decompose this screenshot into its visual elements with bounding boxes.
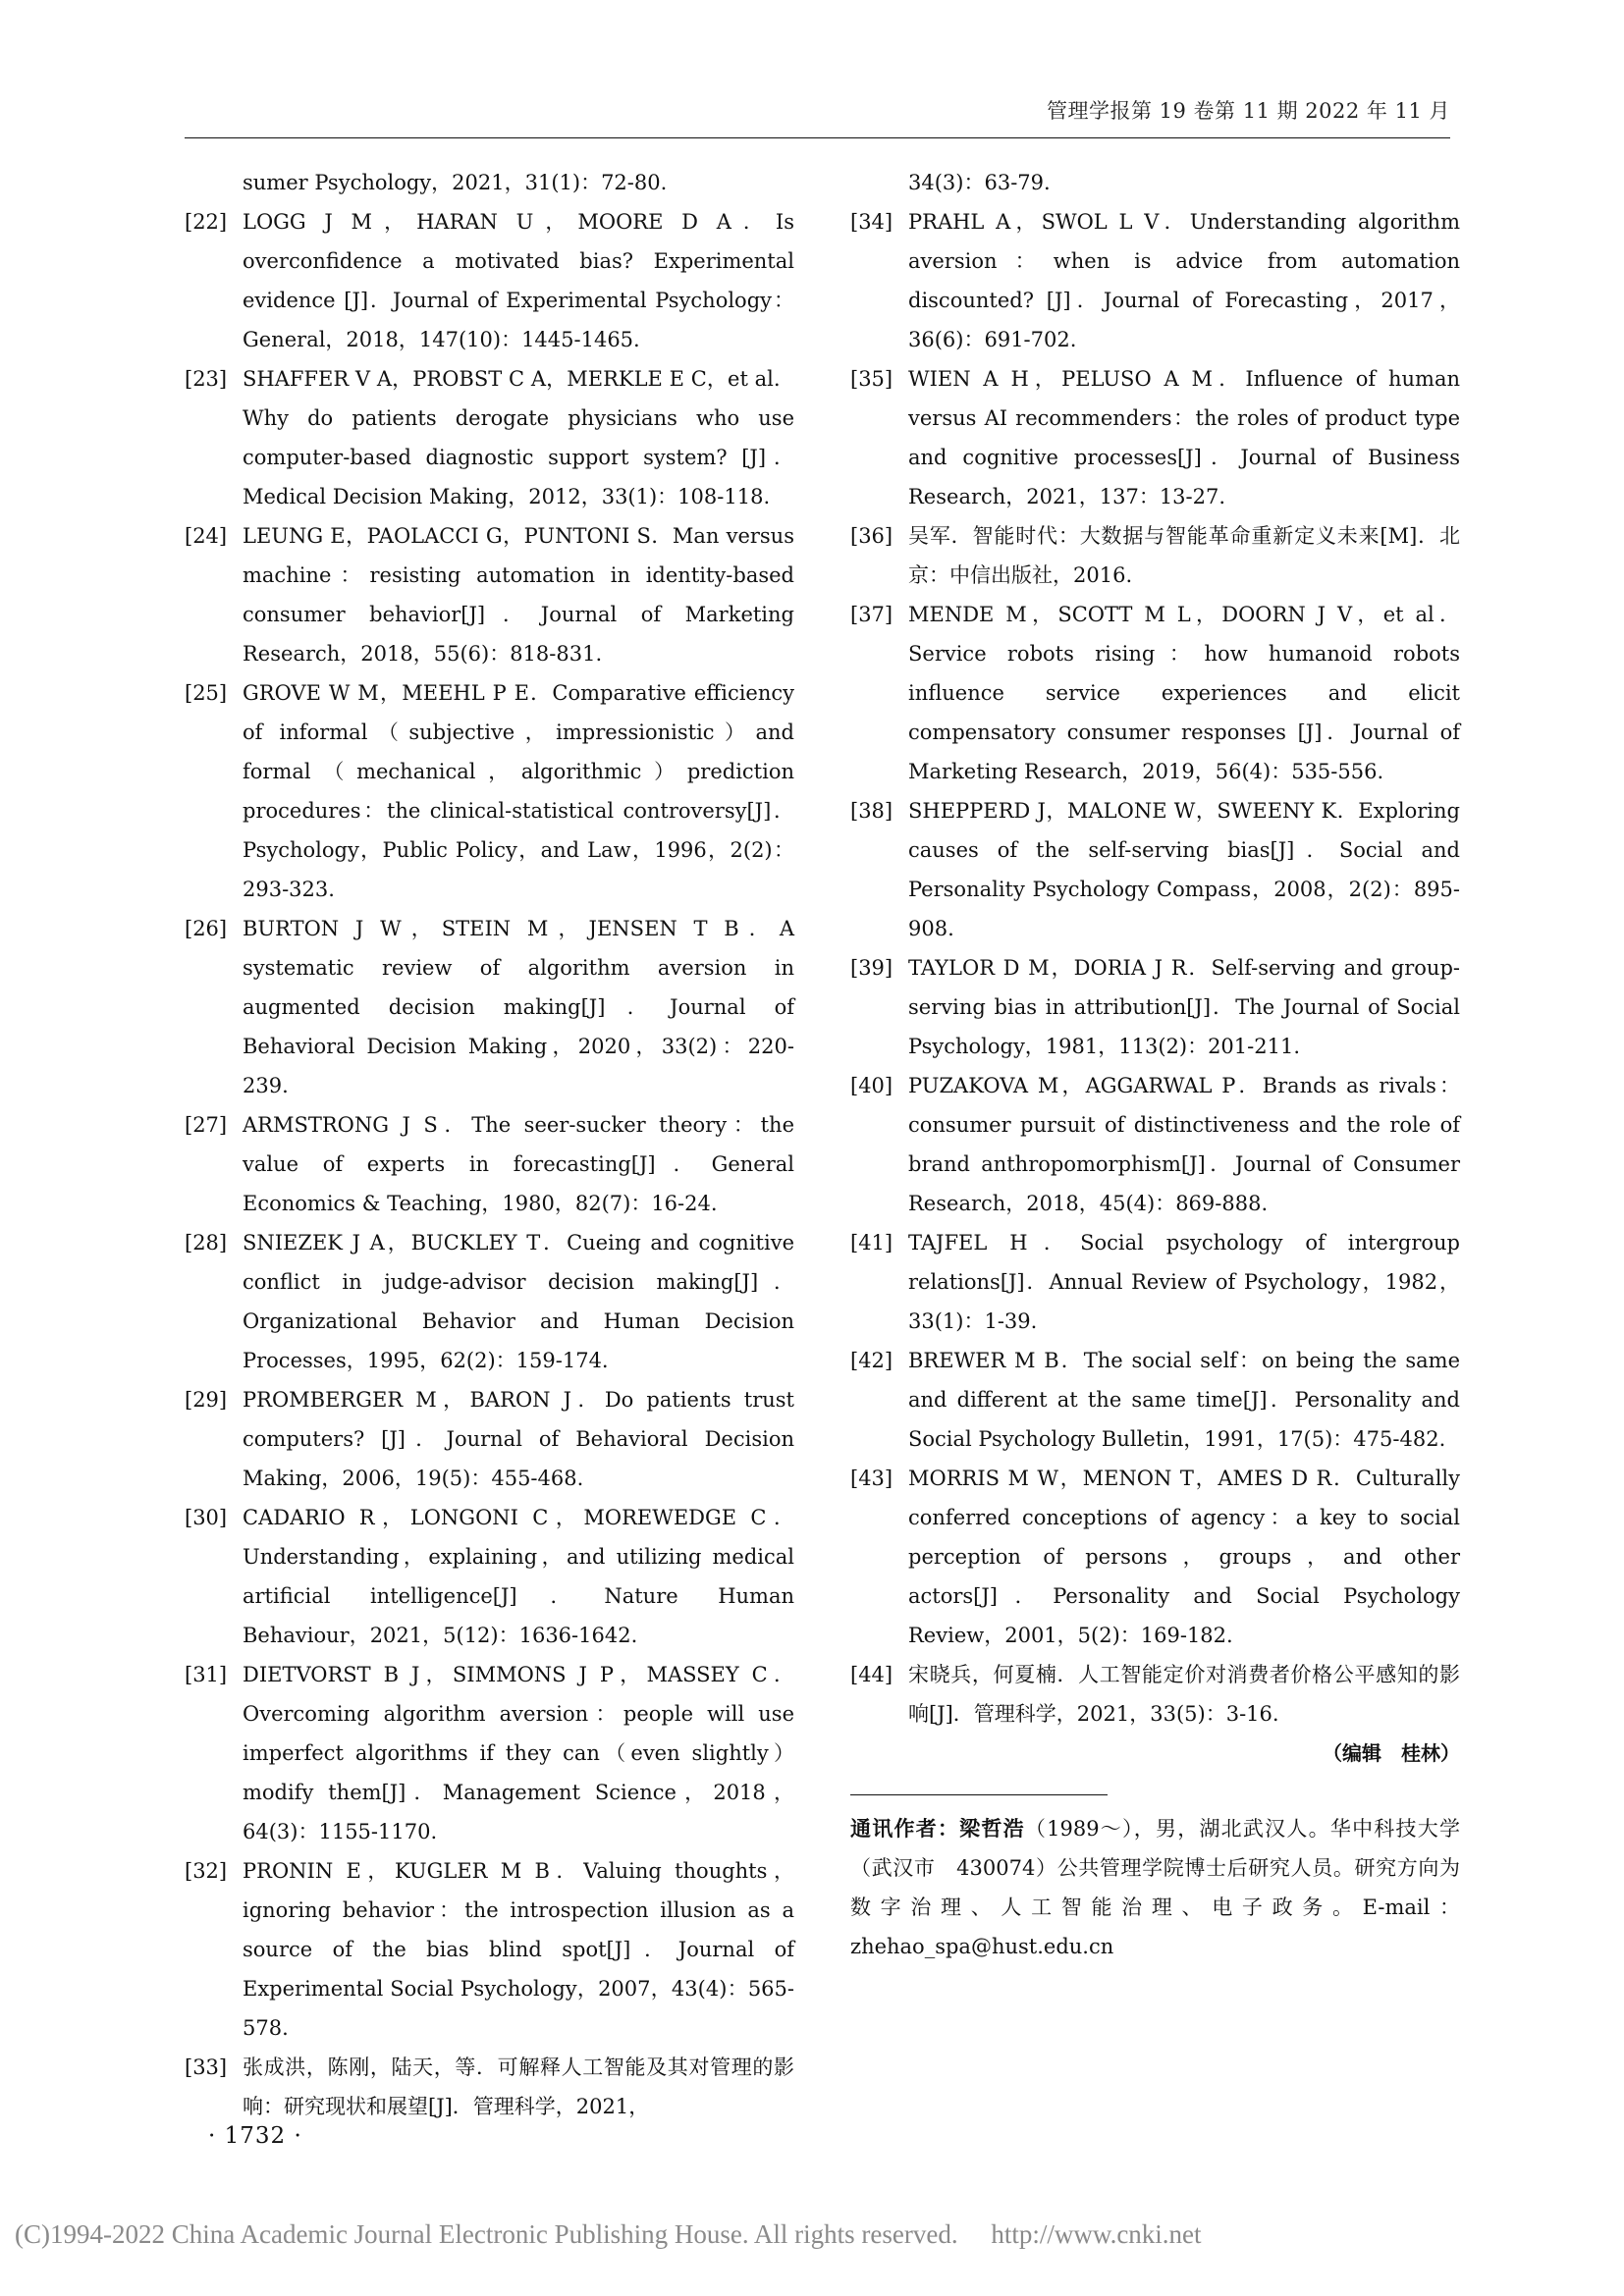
reference-number: [42] [850,1349,893,1372]
reference-number: [35] [850,367,893,391]
reference-entry [185,909,794,1105]
reference-entry [185,2048,794,2126]
editor-credit: （编辑 桂林） [1323,1741,1460,1765]
reference-text: MENDE M，SCOTT M L，DOORN J V，et al．Service robots rising：how humanoid robots influence service experiences and elicit compensatory consumer responses [J]．Journal of Marketing Research，2019，56(4)：535-556. [908,603,1460,783]
reference-text: SHEPPERD J，MALONE W，SWEENY K．Exploring causes of the self-serving bias[J]．Social and Personality Psychology Compass，2008，2(2)：895-908. [908,799,1460,940]
running-header: 管理学报第 19 卷第 11 期 2022 年 11 月 [1046,99,1450,123]
reference-text: MORRIS M W，MENON T，AMES D R．Culturally conferred conceptions of agency：a key to social perception of persons，groups，and other actors[J]．Personality and Social Psychology Review，2001，5(2)：169-182. [908,1467,1460,1647]
reference-entry [850,359,1460,516]
reference-list-left [185,202,794,2126]
reference-entry [185,673,794,909]
reference-number: [37] [850,603,893,626]
right-column [850,163,1460,1966]
reference-text: PUZAKOVA M，AGGARWAL P．Brands as rivals：consumer pursuit of distinctiveness and the role of brand anthropomorphism[J]．Journal of Consumer Research，2018，45(4)：869-888. [908,1074,1460,1215]
reference-entry [850,1341,1460,1459]
reference-entry [185,1223,794,1380]
reference-text: PRONIN E，KUGLER M B．Valuing thoughts，ignoring behavior：the introspection illusion as a source of the bias blind spot[J]．Journal of Experimental Social Psychology，2007，43(4)：565-578. [243,1859,794,2040]
reference-entry [185,1380,794,1498]
reference-text: DIETVORST B J，SIMMONS J P，MASSEY C．Overcoming algorithm aversion：people will use imperfect algorithms if they can（even slightly）modify them[J]．Management Science，2018，64(3)：1155-1170. [243,1663,794,1843]
reference-entry [185,1105,794,1223]
reference-text: BURTON J W，STEIN M，JENSEN T B．A systematic review of algorithm aversion in augmented decision making[J]．Journal of Behavioral Decision Making，2020，33(2)：220-239. [243,917,794,1097]
reference-text: LEUNG E，PAOLACCI G，PUNTONI S．Man versus machine：resisting automation in identity-based consumer behavior[J]．Journal of Marketing Research，2018，55(6)：818-831. [243,524,794,666]
reference-number: [32] [185,1859,228,1883]
reference-continuation: sumer Psychology，2021，31(1)：72-80. [243,171,668,194]
reference-number: [41] [850,1231,893,1255]
reference-continuation: 34(3)：63-79. [908,171,1051,194]
left-column [185,163,794,2126]
reference-text: 张成洪，陈刚，陆天，等．可解释人工智能及其对管理的影响：研究现状和展望[J]．管理科学，2021， [243,2056,794,2118]
reference-number: [36] [850,524,893,548]
reference-text: ARMSTRONG J S．The seer-sucker theory：the value of experts in forecasting[J]．General Economics & Teaching，1980，82(7)：16-24. [243,1113,794,1215]
reference-text: CADARIO R，LONGONI C，MOREWEDGE C．Understanding，explaining，and utilizing medical artificial intelligence[J]．Nature Human Behaviour，2021，5(12)：1636-1642. [243,1506,794,1647]
reference-entry [850,202,1460,359]
reference-entry [185,516,794,673]
reference-number: [31] [185,1663,228,1686]
reference-entry [850,791,1460,948]
reference-number: [33] [185,2056,228,2079]
reference-entry [185,1498,794,1655]
page-number: · 1732 · [208,2123,302,2149]
reference-entry [185,1655,794,1851]
footnote-divider [850,1794,1108,1795]
reference-number: [39] [850,956,893,980]
reference-text: WIEN A H，PELUSO A M．Influence of human versus AI recommenders：the roles of product type and cognitive processes[J]．Journal of Business Research，2021，137：13-27. [908,367,1460,508]
reference-text: SNIEZEK J A，BUCKLEY T．Cueing and cognitive conflict in judge-advisor decision making[J]．Organizational Behavior and Human Decision Processes，1995，62(2)：159-174. [243,1231,794,1372]
reference-number: [43] [850,1467,893,1490]
reference-number: [30] [185,1506,228,1529]
reference-entry [850,516,1460,595]
copyright-notice: (C)1994-2022 China Academic Journal Electronic Publishing House. All rights reserved. http://www.cnki.net [15,2219,1202,2249]
reference-number: [27] [185,1113,228,1137]
reference-number: [29] [185,1388,228,1412]
author-note-label: 通讯作者：梁哲浩 [850,1817,1025,1841]
reference-list-right [850,202,1460,1734]
reference-text: PRAHL A，SWOL L V．Understanding algorithm aversion：when is advice from automation discounted? [J]．Journal of Forecasting，2017，36(6)：691-702. [908,210,1460,351]
reference-entry [850,948,1460,1066]
reference-text: SHAFFER V A，PROBST C A，MERKLE E C，et al．Why do patients derogate physicians who use computer-based diagnostic support system? [J]．Medical Decision Making，2012，33(1)：108-118. [243,367,794,508]
header-divider [185,137,1450,138]
reference-text: GROVE W M，MEEHL P E．Comparative efficiency of informal（subjective，impressionistic）and formal（mechanical，algorithmic）prediction procedures：the clinical-statistical controversy[J]．Psychology，Public Policy，and Law，1996，2(2)：293-323. [243,681,794,901]
reference-text: 宋晓兵，何夏楠．人工智能定价对消费者价格公平感知的影响[J]．管理科学，2021，33(5)：3-16. [908,1663,1460,1726]
reference-number: [44] [850,1663,893,1686]
reference-text: TAJFEL H．Social psychology of intergroup relations[J]．Annual Review of Psychology，1982，33(1)：1-39. [908,1231,1460,1333]
reference-number: [40] [850,1074,893,1097]
reference-text: BREWER M B．The social self：on being the same and different at the same time[J]．Personality and Social Psychology Bulletin，1991，17(5)：475-482. [908,1349,1460,1451]
reference-number: [26] [185,917,228,940]
reference-entry [850,1066,1460,1223]
reference-text: PROMBERGER M，BARON J．Do patients trust computers? [J]．Journal of Behavioral Decision Making，2006，19(5)：455-468. [243,1388,794,1490]
reference-number: [23] [185,367,228,391]
reference-entry [850,1655,1460,1734]
reference-text: LOGG J M，HARAN U，MOORE D A．Is overconfidence a motivated bias? Experimental evidence [J]．Journal of Experimental Psychology：General，2018，147(10)：1445-1465. [243,210,794,351]
author-note-text: （1989～），男，湖北武汉人。华中科技大学（武汉市 430074）公共管理学院博士后研究人员。研究方向为数字治理、人工智能治理、电子政务。E-mail：zhehao_spa@hust.edu.cn [850,1817,1461,1958]
reference-number: [25] [185,681,228,705]
reference-entry [185,202,794,359]
reference-number: [22] [185,210,228,234]
reference-entry [850,1223,1460,1341]
reference-entry [185,1851,794,2048]
corresponding-author-note [850,1809,1460,1966]
reference-text: TAYLOR D M，DORIA J R．Self-serving and group-serving bias in attribution[J]．The Journal of Social Psychology，1981，113(2)：201-211. [908,956,1460,1058]
reference-entry [850,1459,1460,1655]
reference-number: [34] [850,210,893,234]
reference-number: [24] [185,524,228,548]
reference-entry [850,595,1460,791]
reference-entry [185,359,794,516]
reference-text: 吴军．智能时代：大数据与智能革命重新定义未来[M]．北京：中信出版社，2016. [908,524,1460,587]
reference-number: [38] [850,799,893,823]
reference-number: [28] [185,1231,228,1255]
